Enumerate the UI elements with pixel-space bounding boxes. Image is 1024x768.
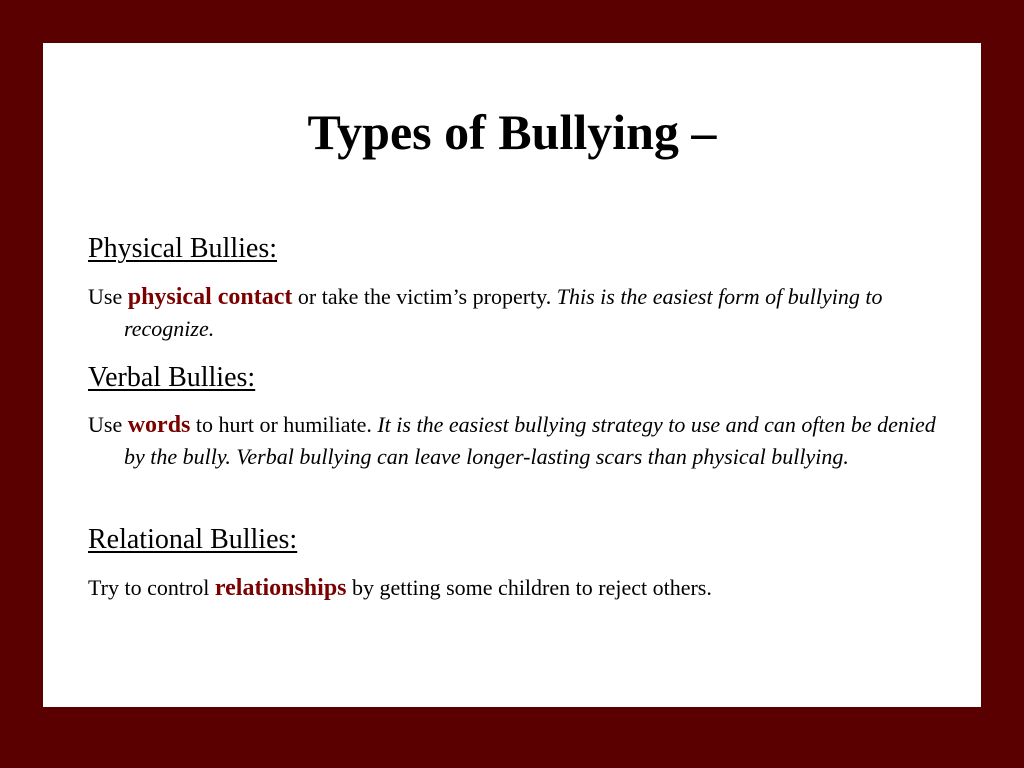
italic-note: This is the easiest form of bullying to recognize. bbox=[124, 284, 883, 341]
body-text: Try to control bbox=[88, 575, 215, 600]
section-body-relational bbox=[88, 572, 948, 604]
section-body-physical bbox=[88, 281, 928, 345]
body-text: to hurt or humiliate. bbox=[190, 412, 378, 437]
emphasis-text: words bbox=[127, 412, 191, 438]
emphasis-text: physical contact bbox=[127, 284, 293, 310]
section-heading-relational: Relational Bullies: bbox=[88, 524, 298, 555]
body-text: Use bbox=[88, 412, 128, 437]
body-text: by getting some children to reject others. bbox=[346, 575, 712, 600]
body-text: Use bbox=[88, 284, 128, 309]
section-body-verbal bbox=[88, 409, 948, 473]
slide-title: Types of Bullying – bbox=[307, 104, 717, 160]
italic-note: It is the easiest bullying strategy to use and can often be denied by the bully. Verbal bullying can leave longer-lasting scars than physical bullying. bbox=[124, 412, 936, 469]
section-heading-verbal: Verbal Bullies: bbox=[88, 362, 256, 393]
body-text: or take the victim’s property. bbox=[292, 284, 557, 309]
emphasis-text: relationships bbox=[214, 575, 347, 601]
section-heading-physical: Physical Bullies: bbox=[88, 233, 277, 264]
